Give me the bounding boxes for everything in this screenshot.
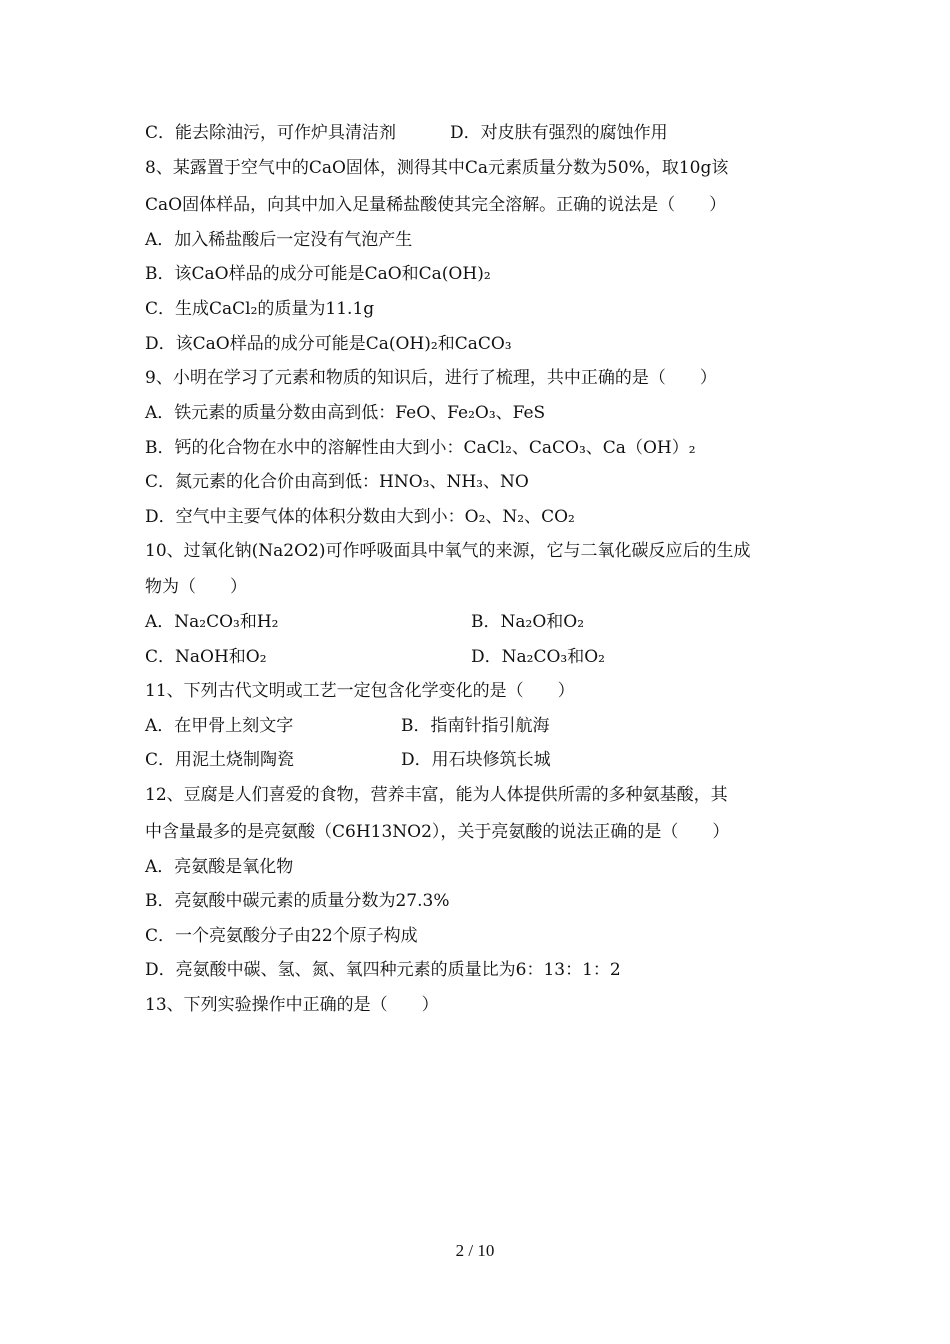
question-8-option-b: B．该CaO样品的成分可能是CaO和Ca(OH)₂ (145, 264, 491, 284)
question-11-options-cd (145, 748, 551, 772)
question-8-line-2: CaO固体样品，向其中加入足量稀盐酸使其完全溶解。正确的说法是（ ） (145, 195, 727, 215)
question-12-option-a: A．亮氨酸是氧化物 (145, 857, 294, 877)
question-10-options-cd (145, 645, 605, 669)
question-9-option-a: A．铁元素的质量分数由高到低：FeO、Fe₂O₃、FeS (145, 403, 546, 423)
question-12-option-c: C．一个亮氨酸分子由22个原子构成 (145, 926, 418, 946)
option-d: D．用石块修筑长城 (401, 750, 551, 770)
question-8-option-d: D．该CaO样品的成分可能是Ca(OH)₂和CaCO₃ (145, 334, 512, 354)
question-11-stem: 11、下列古代文明或工艺一定包含化学变化的是（ ） (145, 681, 575, 701)
page-number: 2 / 10 (455, 1241, 495, 1260)
option-b: B．Na₂O和O₂ (471, 612, 585, 632)
question-10-options-ab (145, 610, 585, 634)
question-13-stem: 13、下列实验操作中正确的是（ ） (145, 995, 439, 1015)
question-11-options-ab (145, 714, 550, 738)
question-12-option-d: D．亮氨酸中碳、氢、氮、氧四种元素的质量比为6：13：1：2 (145, 960, 621, 980)
option-c: C．NaOH和O₂ (145, 647, 267, 667)
question-8-line-1: 8、某露置于空气中的CaO固体，测得其中Ca元素质量分数为50%，取10g该 (145, 158, 729, 178)
option-c: C．能去除油污，可作炉具清洁剂 (145, 123, 397, 143)
option-b: B．指南针指引航海 (401, 716, 550, 736)
question-10-line-1: 10、过氧化钠(Na2O2)可作呼吸面具中氧气的来源，它与二氧化碳反应后的生成 (145, 541, 751, 561)
question-10-line-2: 物为（ ） (145, 577, 247, 597)
option-a: A．Na₂CO₃和H₂ (145, 612, 279, 632)
question-8-option-a: A．加入稀盐酸后一定没有气泡产生 (145, 230, 413, 250)
option-a: A．在甲骨上刻文字 (145, 716, 294, 736)
option-d: D．对皮肤有强烈的腐蚀作用 (450, 123, 668, 143)
option-d: D．Na₂CO₃和O₂ (471, 647, 605, 667)
option-c: C．用泥土烧制陶瓷 (145, 750, 295, 770)
question-12-line-1: 12、豆腐是人们喜爱的食物，营养丰富，能为人体提供所需的多种氨基酸，其 (145, 785, 728, 805)
question-9-stem: 9、小明在学习了元素和物质的知识后，进行了梳理，共中正确的是（ ） (145, 368, 717, 388)
question-8-option-c: C．生成CaCl₂的质量为11.1g (145, 299, 375, 319)
question-12-option-b: B．亮氨酸中碳元素的质量分数为27.3% (145, 891, 450, 911)
question-9-option-b: B．钙的化合物在水中的溶解性由大到小：CaCl₂、CaCO₃、Ca（OH）₂ (145, 438, 696, 458)
question-12-line-2: 中含量最多的是亮氨酸（C6H13NO2），关于亮氨酸的说法正确的是（ ） (145, 822, 730, 842)
text-line (145, 121, 668, 145)
question-9-option-d: D．空气中主要气体的体积分数由大到小：O₂、N₂、CO₂ (145, 507, 575, 527)
question-9-option-c: C．氮元素的化合价由高到低：HNO₃、NH₃、NO (145, 472, 529, 492)
